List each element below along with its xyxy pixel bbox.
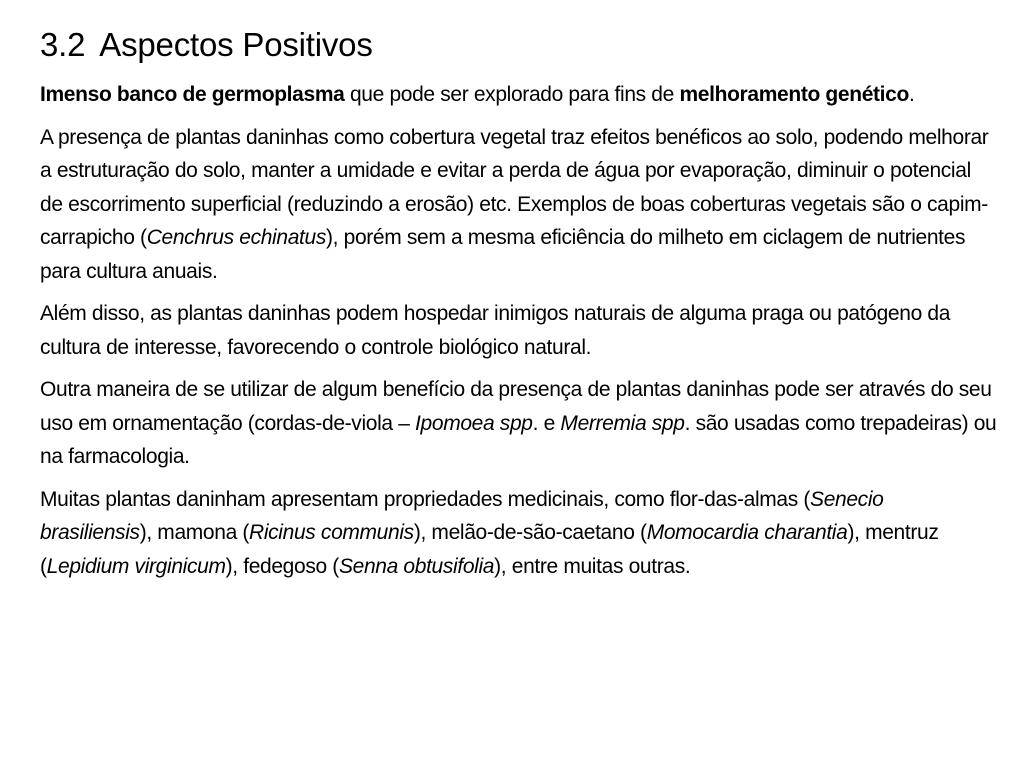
species-name: Lepidium virginicum [46,554,226,578]
species-name: Ipomoea spp [415,411,533,435]
slide-title [40,22,996,68]
paragraph-cobertura-vegetal [40,121,998,289]
text-run: melhoramento genético [679,83,909,106]
text-run: ), mamona ( [139,521,250,544]
species-name: Merremia spp [560,411,685,435]
text-run: Outra maneira de se utilizar de algum benefício da presença de plantas daninhas pode ser através do seu uso em ornamentação (cordas-de-viola – [40,378,992,435]
text-run: que pode ser explorado para fins de [344,83,680,106]
species-name: Senna obtusifolia [338,554,495,578]
text-run: . são usadas como trepadeiras) ou na farmacologia. [40,411,997,468]
text-run: A presença de plantas daninhas como cobertura vegetal traz efeitos benéficos ao solo, podendo melhorar a estruturação do solo, manter a umidade e evitar a perda de água por evaporação, diminuir o potencial de escorrimento superficial (reduzindo a erosão) etc. Exemplos de boas coberturas vegetais são o capim-carrapicho ( [40,125,989,249]
text-run: . e [532,411,561,435]
text-run: Imenso banco de germoplasma [40,83,345,106]
species-name: Momocardia charantia [646,521,848,544]
title-text: Aspectos Positivos [99,26,373,63]
paragraph-germoplasma [40,78,998,112]
text-run: Muitas plantas daninham apresentam propriedades medicinais, como flor-das-almas ( [40,487,811,511]
text-run: ), entre muitas outras. [494,554,691,578]
title-number: 3.2 [40,26,86,63]
paragraph-ornamentacao [40,373,998,474]
paragraph-inimigos-naturais [40,297,998,364]
species-name: Cenchrus echinatus [146,226,326,249]
text-run: . [908,83,915,106]
paragraph-medicinais [40,483,998,584]
slide-body [40,78,998,583]
text-run: Além disso, as plantas daninhas podem hospedar inimigos naturais de alguma praga ou patógeno da cultura de interesse, favorecendo o controle biológico natural. [40,302,951,359]
species-name: Senecio brasiliensis [40,487,884,544]
text-run: ), melão-de-são-caetano ( [413,521,647,544]
species-name: Ricinus communis [249,521,414,544]
text-run: ), fedegoso ( [225,554,339,578]
text-run: ), mentruz ( [40,521,939,578]
text-run: ), porém sem a mesma eficiência do milheto em ciclagem de nutrientes para cultura anuais. [40,226,966,283]
